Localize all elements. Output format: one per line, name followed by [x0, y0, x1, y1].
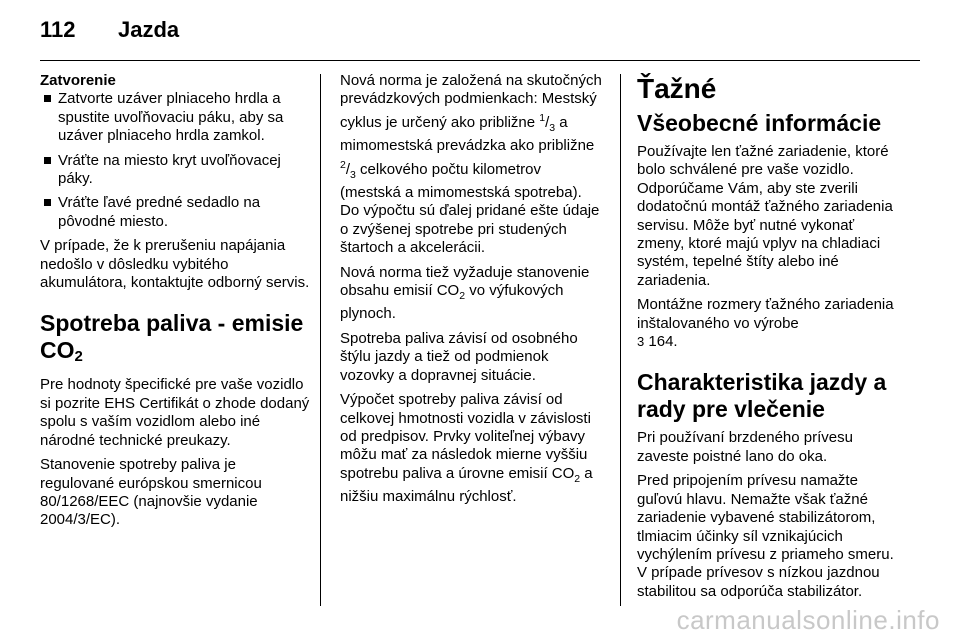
column-2 — [340, 72, 605, 513]
bullet-square-icon — [44, 157, 51, 164]
section-title-driving-towing: Charakteristika jazdy a rady pre vlečenie — [637, 369, 887, 423]
paragraph: Pri používaní brzdeného prívesu zaveste poistné lano do oka. — [637, 429, 853, 465]
page-reference[interactable]: 164. — [648, 333, 678, 351]
column-3 — [637, 72, 903, 607]
paragraph: Výpočet spotreby paliva závisí od celkovej hmotnosti vozidla v závislosti od predpisov. Prvky voliteľnej výbavy môžu mať za následok mierne vyššiu spotrebu paliva a úrovne emisií $CO_2$ a nižšiu maximálnu rýchlosť. — [340, 391, 593, 506]
paragraph: Pred pripojením prívesu namažte guľovú hlavu. Nemažte však ťažné zariadenie vybavené stabilizátorom, tlmiacim účinky síl vznikajúcich vychýlením prívesu z priameho smeru. V prípade prívesov s nízkou jazdnou stabilitou sa odporúča stabilizátor. — [637, 472, 894, 600]
section-title-fuel-consumption: Spotreba paliva - emisie $CO_2$ — [40, 310, 304, 366]
section-title-general-info: Všeobecné informácie — [637, 110, 882, 136]
bullet-square-icon — [44, 199, 51, 206]
header-divider — [40, 60, 920, 61]
list-item: Vráťte na miesto kryt uvoľňovacej páky. — [40, 152, 312, 189]
paragraph: Používajte len ťažné zariadenie, ktoré bolo schválené pre vaše vozidlo. Odporúčame Vám, aby ste zverili dodatočnú montáž ťažného zariadenia servisu. Môže byť nutné vykonať zmeny, ktoré majú vplyv na chladiaci systém, tepelné štíty alebo iné zariadenia. — [637, 143, 893, 289]
paragraph: Nová norma je založená na skutočných prevádzkových podmienkach: Mestský cyklus je určený ako približne $^1/_3$ a mimomestská prevádzka ako približne $^2/_3$ celkového počtu kilometrov (mestská a mimomestská spotreba). Do výpočtu sú ďalej pridané ešte údaje o zvýšenej spotrebe pri studených štartoch a akcelerácii. — [340, 72, 602, 257]
paragraph: V prípade, že k prerušeniu napájania nedošlo v dôsledku vybitého akumulátora, kontaktujte odborný servis. — [40, 237, 310, 292]
bullet-square-icon — [44, 95, 51, 102]
list-item: Zatvorte uzáver plniaceho hrdla a spustite uvoľňovaciu páku, aby sa uzáver plniaceho hrdla zamkol. — [40, 90, 312, 145]
page-reference-arrow-icon: 3 — [637, 334, 645, 350]
column-divider-2 — [620, 74, 621, 606]
column-1 — [40, 72, 312, 536]
paragraph: Stanovenie spotreby paliva je regulované európskou smernicou 80/1268/EEC (najnovšie vydanie 2004/3/EC). — [40, 456, 262, 529]
watermark: carmanualsonline.info — [676, 605, 940, 635]
list-item: Vráťte ľavé predné sedadlo na pôvodné miesto. — [40, 194, 312, 231]
paragraph: Pre hodnoty špecifické pre vaše vozidlo si pozrite EHS Certifikát o zhode dodaný spolu s vaším vozidlom alebo iné národné technické preukazy. — [40, 376, 310, 449]
paragraph: Montážne rozmery ťažného zariadenia inštalovaného vo výrobe 3 164. — [637, 296, 894, 351]
page-number: 112 — [40, 17, 76, 42]
page-title: Jazda — [118, 17, 180, 42]
column-divider-1 — [320, 74, 321, 606]
subheading-closing: Zatvorenie — [40, 72, 116, 89]
chapter-title-towing: Ťažné — [637, 73, 717, 104]
paragraph: Spotreba paliva závisí od osobného štýlu jazdy a tiež od podmienok vozovky a dopravnej situácie. — [340, 329, 578, 384]
page-header — [40, 16, 179, 44]
bullet-list — [40, 90, 312, 231]
paragraph: Nová norma tiež vyžaduje stanovenie obsahu emisií $CO_2$ vo výfukových plynoch. — [340, 263, 590, 323]
